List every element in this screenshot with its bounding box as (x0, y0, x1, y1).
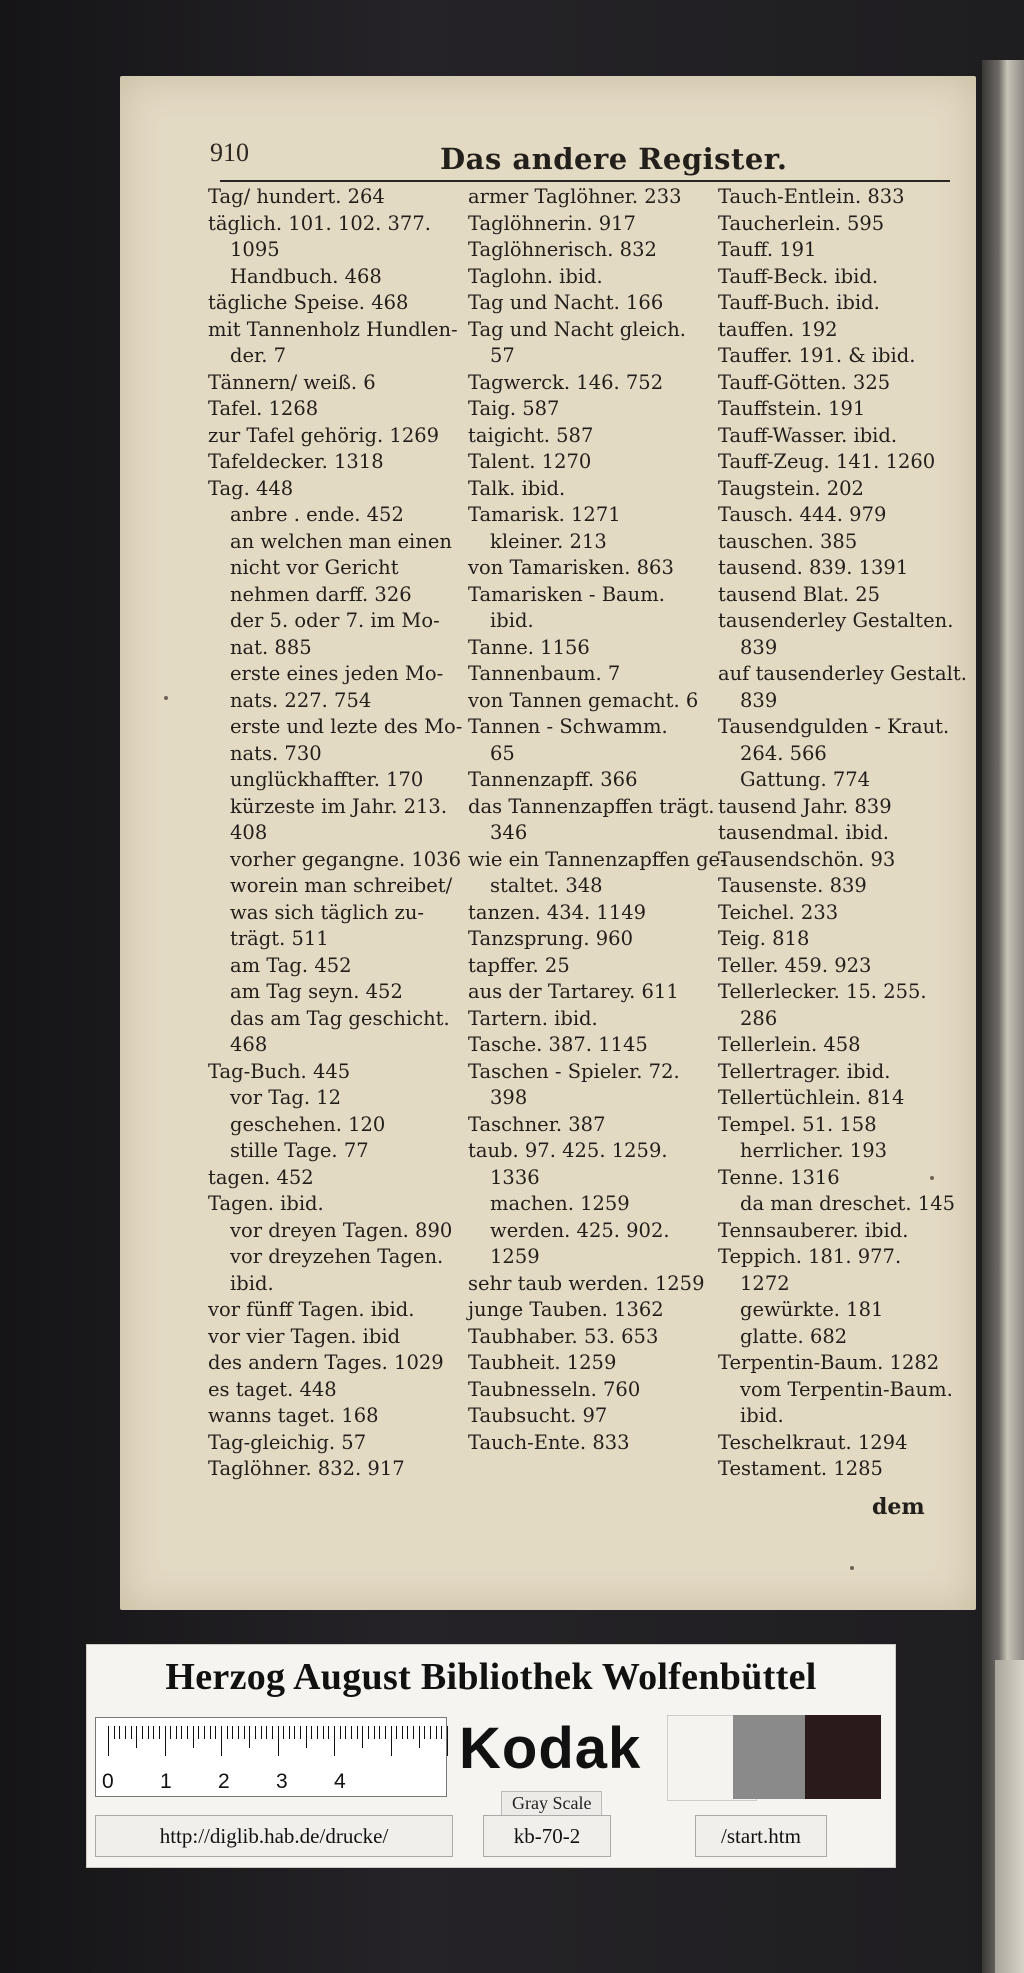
index-entry: erste und lezte des Mo- (230, 715, 463, 738)
ruler-tick (391, 1726, 392, 1756)
index-entry: vor Tag. 12 (230, 1086, 342, 1109)
index-entry: Tamarisken - Baum. (468, 582, 665, 606)
ruler-tick (311, 1726, 312, 1739)
index-entry: Tag-gleichig. 57 (208, 1430, 367, 1454)
index-entry: Tempel. 51. 158 (718, 1112, 877, 1136)
ruler-tick (181, 1726, 182, 1739)
index-entry: des andern Tages. 1029 (208, 1351, 444, 1374)
index-entry: Tauff-Beck. ibid. (718, 264, 879, 288)
ruler-tick (125, 1726, 126, 1739)
index-entry: Tauff-Wasser. ibid. (718, 423, 898, 447)
index-entry: ibid. (490, 609, 534, 632)
index-entry: da man dreschet. 145 (740, 1192, 956, 1215)
index-entry: Teschelkraut. 1294 (718, 1430, 908, 1454)
index-entry: geschehen. 120 (230, 1112, 386, 1136)
ruler-tick (170, 1726, 171, 1739)
black-swatch (805, 1715, 881, 1799)
index-entry: Tanne. 1156 (468, 635, 590, 659)
index-column-1 (208, 184, 463, 1483)
index-entry: tausendmal. ibid. (718, 821, 889, 844)
index-entry: aus der Tartarey. 611 (468, 980, 679, 1003)
ruler-tick (385, 1726, 386, 1739)
ruler-tick (165, 1726, 166, 1756)
index-entry: Tagen. ibid. (208, 1192, 324, 1215)
index-entry: Tannenbaum. 7 (468, 662, 621, 685)
index-entry: vor dreyzehen Tagen. (230, 1245, 444, 1268)
index-entry: Taglohn. ibid. (468, 264, 603, 288)
index-entry: 468 (230, 1033, 268, 1056)
ruler-tick (238, 1726, 239, 1739)
ruler-tick (436, 1726, 437, 1739)
index-entry: tägliche Speise. 468 (208, 291, 409, 314)
ruler-tick (249, 1726, 250, 1748)
ruler-tick (424, 1726, 425, 1739)
ruler-tick (340, 1726, 341, 1739)
index-entry: armer Taglöhner. 233 (468, 185, 682, 208)
index-entry: mit Tannenholz Hundlen- (208, 317, 458, 341)
index-entry: 1259 (490, 1245, 540, 1268)
index-entry: 286 (740, 1006, 778, 1030)
ruler-tick (357, 1726, 358, 1739)
index-entry: kürzeste im Jahr. 213. (230, 794, 448, 818)
ruler-label: 3 (276, 1770, 288, 1793)
ruler-tick (215, 1726, 216, 1739)
index-entry: 346 (490, 821, 528, 844)
index-entry: Tannen - Schwamm. (468, 715, 668, 738)
ruler-tick (351, 1726, 352, 1739)
index-entry: Tartern. ibid. (468, 1006, 598, 1030)
index-entry: der 5. oder 7. im Mo- (230, 609, 440, 632)
gray-swatch (733, 1715, 805, 1799)
ruler-tick (413, 1726, 414, 1739)
gray-scale-label: Gray Scale (501, 1791, 602, 1816)
ruler-tick (198, 1726, 199, 1739)
ruler-tick (306, 1726, 307, 1748)
ruler-tick (210, 1726, 211, 1739)
ruler-tick (232, 1726, 233, 1739)
ruler-tick (148, 1726, 149, 1739)
ruler-tick (430, 1726, 431, 1739)
ruler-tick (278, 1726, 279, 1756)
index-entry: Tausendschön. 93 (718, 847, 896, 871)
index-entry: zur Tafel gehörig. 1269 (208, 423, 440, 447)
index-entry: am Tag seyn. 452 (230, 980, 403, 1003)
index-entry: Talent. 1270 (468, 450, 592, 473)
index-entry: Tasche. 387. 1145 (468, 1033, 648, 1056)
index-entry: Taglöhnerin. 917 (468, 211, 636, 235)
index-entry: Handbuch. 468 (230, 264, 382, 288)
paper-fleck (930, 1176, 934, 1180)
index-entry: taub. 97. 425. 1259. (468, 1139, 668, 1162)
index-entry: vorher gegangne. 1036 (230, 847, 461, 871)
index-entry: 839 (740, 635, 778, 659)
index-entry: täglich. 101. 102. 377. (208, 211, 431, 235)
index-entry: vor dreyen Tagen. 890 (230, 1218, 453, 1242)
index-entry: Tellerlein. 458 (718, 1033, 861, 1056)
index-entry: unglückhaffter. 170 (230, 768, 424, 791)
index-entry: Tag. 448 (208, 476, 294, 500)
ruler (95, 1717, 447, 1797)
index-entry: nats. 227. 754 (230, 688, 372, 712)
catchword: dem (872, 1494, 925, 1520)
calibration-card (86, 1644, 896, 1868)
index-entry: stille Tage. 77 (230, 1139, 369, 1162)
index-column-2 (468, 184, 726, 1456)
index-entry: Taglöhner. 832. 917 (208, 1457, 405, 1480)
index-entry: der. 7 (230, 344, 287, 367)
index-entry: 264. 566 (740, 741, 827, 765)
ruler-tick (345, 1726, 346, 1739)
ruler-tick (204, 1726, 205, 1739)
index-entry: Gattung. 774 (740, 768, 871, 791)
url-right: /start.htm (695, 1815, 827, 1857)
index-entry: tausend Jahr. 839 (718, 794, 892, 818)
index-entry: Tausendgulden - Kraut. (718, 715, 950, 738)
ruler-tick (136, 1726, 137, 1748)
ruler-tick (108, 1726, 109, 1756)
ruler-tick (447, 1726, 448, 1756)
index-entry: nehmen darff. 326 (230, 582, 412, 606)
ruler-tick (323, 1726, 324, 1739)
index-entry: Tauffstein. 191 (718, 397, 866, 420)
index-entry: am Tag. 452 (230, 953, 352, 977)
ruler-tick (142, 1726, 143, 1739)
index-entry: Talk. ibid. (468, 476, 566, 500)
index-entry: nat. 885 (230, 635, 312, 659)
ruler-tick (193, 1726, 194, 1748)
index-entry: 1095 (230, 238, 280, 261)
ruler-label: 2 (218, 1770, 230, 1793)
ruler-tick (131, 1726, 132, 1739)
index-entry: Tausenste. 839 (718, 874, 867, 897)
ruler-tick (176, 1726, 177, 1739)
url-mid: kb-70-2 (483, 1815, 611, 1857)
index-entry: Taubnesseln. 760 (468, 1377, 641, 1401)
ruler-tick (407, 1726, 408, 1739)
index-entry: tausend Blat. 25 (718, 582, 881, 606)
book-page (120, 76, 976, 1610)
ruler-tick (379, 1726, 380, 1739)
index-entry: Tauch-Ente. 833 (468, 1430, 630, 1454)
index-entry: tapffer. 25 (468, 953, 570, 977)
index-entry: sehr taub werden. 1259 (468, 1271, 705, 1295)
index-entry: ibid. (740, 1404, 784, 1427)
index-entry: junge Tauben. 1362 (468, 1298, 664, 1321)
index-entry: Tennsauberer. ibid. (718, 1218, 909, 1242)
library-title: Herzog August Bibliothek Wolfenbüttel (165, 1656, 817, 1698)
index-entry: Tafeldecker. 1318 (208, 450, 384, 473)
index-entry: Terpentin-Baum. 1282 (718, 1351, 940, 1374)
ruler-tick (334, 1726, 335, 1756)
index-entry: was sich täglich zu- (230, 900, 424, 924)
index-entry: 1336 (490, 1165, 540, 1189)
ruler-tick (119, 1726, 120, 1739)
index-entry: Tauff-Zeug. 141. 1260 (718, 450, 936, 473)
index-entry: 839 (740, 688, 778, 712)
index-entry: Taubhaber. 53. 653 (468, 1324, 659, 1348)
index-entry: tagen. 452 (208, 1165, 314, 1189)
index-entry: nats. 730 (230, 741, 322, 765)
index-entry: Tag-Buch. 445 (208, 1059, 351, 1083)
ruler-tick (328, 1726, 329, 1739)
index-entry: Taubheit. 1259 (468, 1351, 617, 1374)
index-entry: Taglöhnerisch. 832 (468, 238, 657, 261)
index-entry: an welchen man einen (230, 529, 452, 553)
ruler-tick (294, 1726, 295, 1739)
index-entry: 1272 (740, 1271, 790, 1295)
index-entry: werden. 425. 902. (490, 1218, 670, 1242)
index-entry: kleiner. 213 (490, 529, 607, 553)
kodak-logo: Kodak (459, 1716, 642, 1781)
ruler-tick (227, 1726, 228, 1739)
ruler-label: 0 (102, 1770, 114, 1793)
running-head: Das andere Register. (440, 142, 788, 176)
ruler-tick (317, 1726, 318, 1739)
index-entry: das Tannenzapffen trägt. (468, 794, 715, 818)
index-entry: von Tamarisken. 863 (468, 556, 674, 579)
index-entry: anbre . ende. 452 (230, 503, 404, 526)
index-entry: Tafel. 1268 (208, 397, 319, 420)
index-entry: tausenderley Gestalten. (718, 609, 954, 632)
header-rule (220, 180, 950, 182)
index-entry: Tellertüchlein. 814 (718, 1086, 905, 1109)
index-entry: 57 (490, 344, 515, 367)
ruler-tick (368, 1726, 369, 1739)
index-entry: 408 (230, 821, 268, 844)
index-entry: vom Terpentin-Baum. (740, 1377, 953, 1401)
index-entry: Tellerlecker. 15. 255. (718, 980, 927, 1003)
index-entry: erste eines jeden Mo- (230, 662, 444, 685)
index-entry: Tenne. 1316 (718, 1165, 840, 1189)
index-entry: Tauff. 191 (718, 238, 817, 261)
index-entry: von Tannen gemacht. 6 (468, 688, 699, 712)
index-entry: wie ein Tannenzapffen ge- (468, 847, 727, 871)
index-entry: 65 (490, 741, 515, 765)
ruler-tick (261, 1726, 262, 1739)
index-entry: Teppich. 181. 977. (718, 1245, 902, 1268)
ruler-tick (396, 1726, 397, 1739)
index-entry: vor vier Tagen. ibid (208, 1324, 401, 1348)
index-entry: staltet. 348 (490, 874, 603, 897)
index-entry: Taugstein. 202 (718, 476, 864, 500)
index-entry: Tauffer. 191. & ibid. (718, 344, 916, 367)
index-entry: das am Tag geschicht. (230, 1006, 450, 1030)
index-entry: Tannenzapff. 366 (468, 768, 638, 791)
index-entry: herrlicher. 193 (740, 1139, 888, 1162)
ruler-tick (244, 1726, 245, 1739)
ruler-tick (266, 1726, 267, 1739)
index-entry: Teichel. 233 (718, 900, 839, 924)
index-entry: tauffen. 192 (718, 317, 838, 341)
index-entry: tauschen. 385 (718, 529, 858, 553)
ruler-tick (159, 1726, 160, 1739)
index-entry: vor fünff Tagen. ibid. (208, 1298, 415, 1321)
ruler-tick (272, 1726, 273, 1739)
index-entry: machen. 1259 (490, 1192, 630, 1215)
index-entry: Teig. 818 (718, 927, 810, 950)
index-entry: Tanzsprung. 960 (468, 927, 633, 950)
index-entry: Taucherlein. 595 (718, 211, 885, 235)
index-entry: worein man schreibet/ (230, 874, 453, 897)
index-entry: Taubsucht. 97 (468, 1404, 608, 1427)
ruler-tick (153, 1726, 154, 1739)
paper-fleck (164, 696, 168, 700)
index-entry: taigicht. 587 (468, 423, 594, 447)
paper-fleck (850, 1566, 854, 1570)
index-entry: Tellertrager. ibid. (718, 1059, 891, 1083)
index-entry: auf tausenderley Gestalt. (718, 662, 967, 685)
index-entry: Tännern/ weiß. 6 (208, 370, 376, 394)
index-entry: glatte. 682 (740, 1324, 848, 1348)
index-entry: Tagwerck. 146. 752 (468, 370, 664, 394)
index-entry: Tauff-Buch. ibid. (718, 291, 880, 314)
index-entry: wanns taget. 168 (208, 1404, 379, 1427)
ruler-tick (402, 1726, 403, 1739)
index-entry: ibid. (230, 1271, 274, 1295)
ruler-label: 4 (334, 1770, 346, 1793)
index-entry: Tauff-Götten. 325 (718, 370, 891, 394)
index-entry: Tag/ hundert. 264 (208, 185, 385, 208)
index-entry: Taig. 587 (468, 397, 560, 420)
index-column-3 (718, 184, 967, 1483)
index-entry: Tauch-Entlein. 833 (718, 185, 905, 208)
ruler-tick (187, 1726, 188, 1739)
page-number: 910 (210, 138, 249, 167)
index-entry: Tausch. 444. 979 (718, 503, 887, 526)
ruler-tick (255, 1726, 256, 1739)
index-entry: tanzen. 434. 1149 (468, 900, 647, 924)
index-entry: Taschen - Spieler. 72. (468, 1059, 680, 1083)
ruler-tick (221, 1726, 222, 1756)
ruler-tick (374, 1726, 375, 1739)
ruler-tick (362, 1726, 363, 1748)
adjacent-card-edge (995, 1660, 1024, 1973)
index-entry: tausend. 839. 1391 (718, 556, 909, 579)
index-entry: Tag und Nacht. 166 (468, 291, 664, 314)
ruler-tick (419, 1726, 420, 1748)
index-entry: 398 (490, 1086, 528, 1109)
ruler-label: 1 (160, 1770, 172, 1793)
index-entry: Tamarisk. 1271 (468, 503, 621, 526)
ruler-tick (289, 1726, 290, 1739)
index-entry: Testament. 1285 (718, 1457, 883, 1480)
index-entry: trägt. 511 (230, 927, 329, 950)
index-entry: Teller. 459. 923 (718, 953, 872, 977)
ruler-tick (300, 1726, 301, 1739)
index-entry: gewürkte. 181 (740, 1298, 884, 1321)
index-entry: nicht vor Gericht (230, 556, 399, 579)
ruler-tick (283, 1726, 284, 1739)
url-left: http://diglib.hab.de/drucke/ (95, 1815, 453, 1857)
ruler-tick (441, 1726, 442, 1739)
ruler-tick (114, 1726, 115, 1739)
index-entry: Taschner. 387 (468, 1112, 606, 1136)
index-entry: Tag und Nacht gleich. (468, 317, 686, 341)
index-entry: es taget. 448 (208, 1377, 337, 1401)
